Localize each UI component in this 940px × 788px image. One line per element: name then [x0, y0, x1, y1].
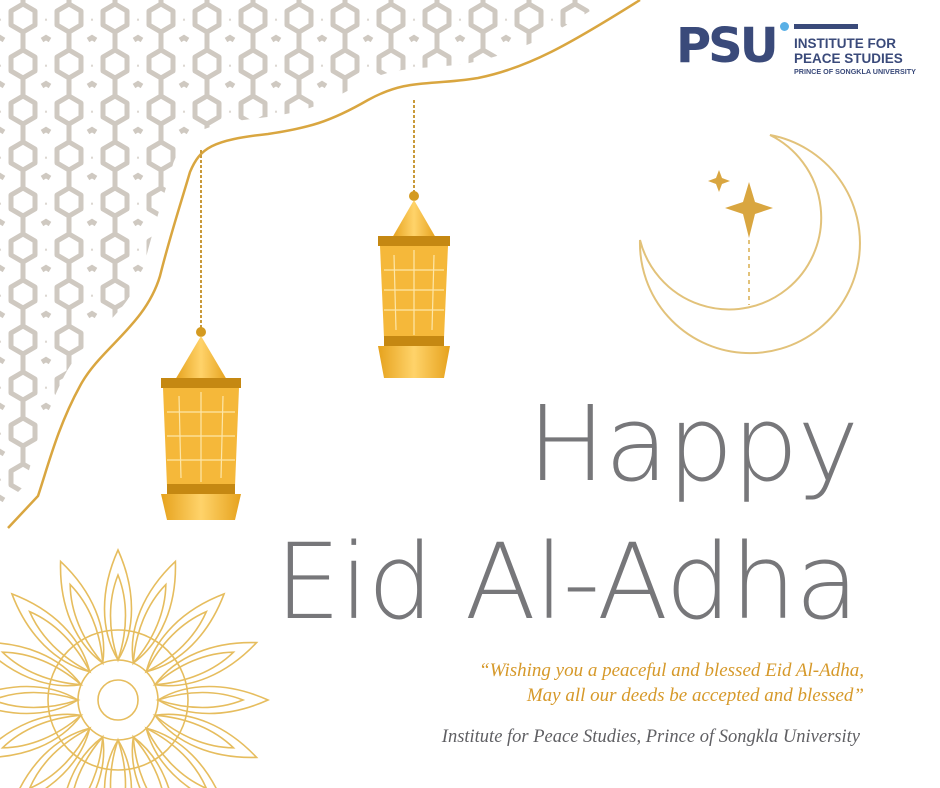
greeting-line-1: “Wishing you a peaceful and blessed Eid Al-Adha, [479, 660, 864, 681]
mandala-icon [0, 550, 268, 788]
lantern-icon [161, 327, 241, 520]
logo-line-2: PEACE STUDIES [794, 51, 903, 66]
logo-dot [780, 22, 789, 31]
signature: Institute for Peace Studies, Prince of Songkla University [441, 727, 860, 747]
logo-line-1: INSTITUTE FOR [794, 36, 896, 51]
crescent-moon-icon [640, 135, 860, 353]
logo-bar [794, 24, 858, 29]
logo-mark: PSU [676, 18, 776, 74]
greeting-line-2: May all our deeds be accepted and blessed” [526, 685, 864, 706]
greeting-quote [479, 658, 864, 708]
institute-logo [676, 16, 936, 78]
headline-eid-al-adha: Eid Al-Adha [275, 521, 858, 643]
logo-line-3: PRINCE OF SONGKLA UNIVERSITY [794, 67, 916, 76]
headline-happy: Happy [527, 383, 858, 505]
star-icon [708, 170, 773, 238]
lantern-icon [378, 191, 450, 378]
